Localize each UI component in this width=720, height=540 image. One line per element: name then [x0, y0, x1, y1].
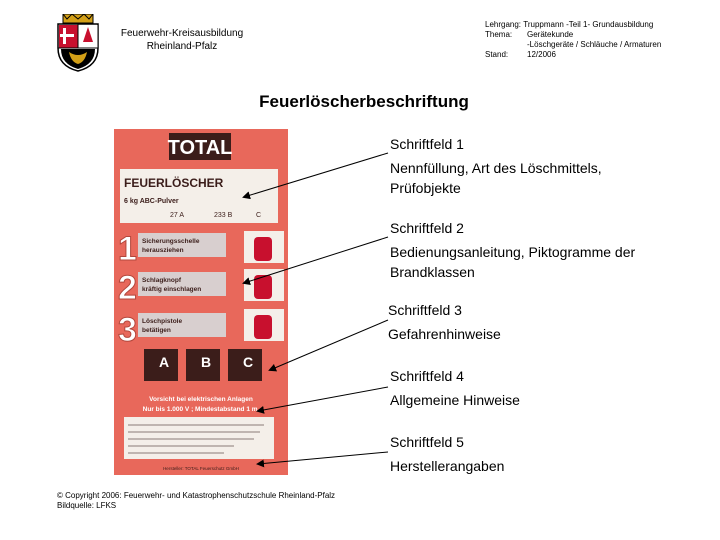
- label-rating-a: 27 A: [170, 212, 185, 219]
- class-c-pictogram: C: [242, 354, 254, 370]
- footer: [57, 491, 335, 511]
- label-rating-c: C: [256, 212, 262, 219]
- field-1-desc-line-2: Prüfobjekte: [390, 180, 461, 196]
- arrow-field-5: [258, 452, 388, 464]
- org-line-1: Feuerwehr-Kreisausbildung: [120, 28, 244, 39]
- field-3-desc-line-1: Gefahrenhinweise: [388, 326, 501, 342]
- field-2-annotation: [390, 218, 635, 282]
- field-4-annotation: [390, 366, 520, 410]
- step-3-number: 3: [118, 311, 137, 349]
- field-5-heading: Schriftfeld 5: [390, 434, 464, 450]
- step-1-line-2: herausziehen: [142, 247, 184, 254]
- label-brand: TOTAL: [167, 137, 233, 159]
- page-title: Feuerlöscherbeschriftung: [259, 92, 469, 111]
- step-1-number: 1: [118, 230, 137, 268]
- field-4-heading: Schriftfeld 4: [390, 368, 464, 384]
- field-3-annotation: [388, 300, 501, 344]
- warning-line-2: Nur bis 1.000 V ; Mindestabstand 1 m.: [142, 406, 260, 413]
- field-3-heading: Schriftfeld 3: [388, 302, 462, 318]
- step-2-number: 2: [118, 269, 137, 307]
- warning-line-1: Vorsicht bei elektrischen Anlagen: [149, 396, 253, 403]
- arrow-field-1: [244, 153, 388, 197]
- step-3-line-1: Löschpistole: [142, 318, 183, 325]
- org-line-2: Rheinland-Pfalz: [146, 41, 218, 52]
- field-1-desc-line-1: Nennfüllung, Art des Löschmittels,: [390, 160, 602, 176]
- label-manufacturer: Hersteller: TOTAL Feuerschutz GmbH: [163, 466, 239, 471]
- field-4-desc-line-1: Allgemeine Hinweise: [390, 392, 520, 408]
- field-1-annotation: [390, 134, 602, 198]
- field-2-desc-line-2: Brandklassen: [390, 264, 475, 280]
- step-2-line-1: Schlagknopf: [142, 277, 182, 284]
- arrow-field-2: [244, 237, 388, 283]
- copyright-line: © Copyright 2006: Feuerwehr- und Katastrophenschutzschule Rheinland-Pfalz: [57, 491, 336, 500]
- thema-label: Thema:: [485, 30, 513, 39]
- field-2-desc-line-1: Bedienungsanleitung, Piktogramme der: [390, 244, 636, 260]
- field-1-heading: Schriftfeld 1: [390, 136, 464, 152]
- step-1-line-1: Sicherungsschelle: [142, 238, 200, 245]
- lehrgang-label: Lehrgang:: [485, 20, 522, 29]
- field-2-heading: Schriftfeld 2: [390, 220, 464, 236]
- thema-value-2: -Löschgeräte / Schläuche / Armaturen: [527, 40, 662, 49]
- step-3-line-2: betätigen: [142, 327, 171, 334]
- label-product: FEUERLÖSCHER: [124, 176, 224, 190]
- stand-label: Stand:: [485, 50, 509, 59]
- label-capacity: 6 kg ABC-Pulver: [124, 198, 179, 205]
- field-5-desc-line-1: Herstellerangaben: [390, 458, 505, 474]
- step-2-line-2: kräftig einschlagen: [142, 286, 202, 293]
- arrow-field-3: [270, 320, 388, 370]
- stand-value: 12/2006: [527, 50, 556, 59]
- label-rating-b: 233 B: [214, 212, 233, 219]
- lehrgang-value: Truppmann -Teil 1- Grundausbildung: [523, 20, 654, 29]
- class-a-pictogram: A: [158, 354, 170, 370]
- image-source-line: Bildquelle: LFKS: [57, 501, 117, 510]
- thema-value: Gerätekunde: [527, 30, 574, 39]
- arrow-field-4: [258, 387, 388, 411]
- class-b-pictogram: B: [200, 354, 212, 370]
- field-5-annotation: [390, 432, 504, 476]
